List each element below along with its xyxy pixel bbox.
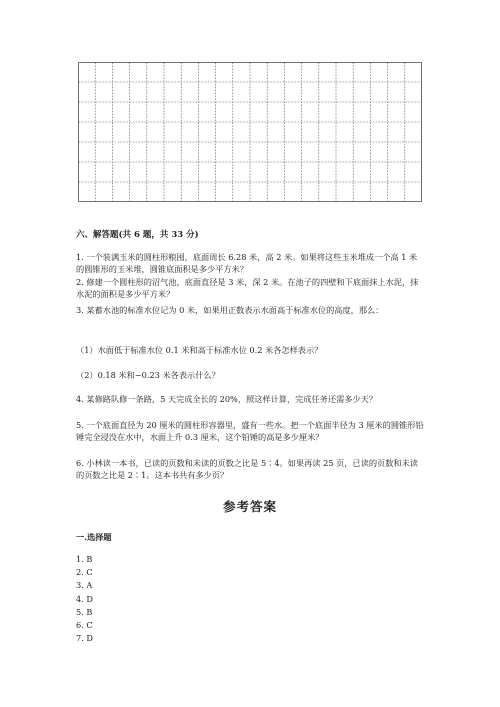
choice-answer-1: 1. B — [76, 554, 93, 564]
problem-6: 6. 小林读一本书，已读的页数和未读的页数之比是 5∶4。如果再读 25 页，已读的页数和未读的页数之比是 2∶1。这本书共有多少页？ — [76, 458, 418, 481]
choice-answer-6: 6. C — [76, 620, 93, 631]
choice-answer-7: 7. D — [76, 633, 93, 644]
choice-answer-3: 3. A — [76, 580, 93, 591]
problem-5: 5. 一个底面直径为 20 厘米的圆柱形容器里，盛有一些水。把一个底面半径为 3 厘米的圆锥形铅锤完全浸没在水中，水面上升 0.3 厘米，这个铅锤的高是多少厘米？ — [76, 420, 424, 443]
problem-3-sub-2: （2）0.18 米和−0.23 米各表示什么？ — [76, 370, 220, 380]
writing-grid — [78, 62, 422, 202]
choice-answer-5: 5. B — [76, 606, 93, 617]
choice-section-title: 一.选择题 — [76, 532, 112, 542]
problem-1: 1. 一个装满玉米的圆柱形粮囤，底面周长 6.28 米，高 2 米。如果将这些玉米堆成一个高 1 米的圆锥形的玉米堆，圆锥底面积是多少平方米？ — [76, 252, 418, 275]
problem-4: 4. 某修路队修一条路，5 天完成全长的 20%，照这样计算，完成任务还需多少天？ — [76, 394, 378, 404]
section-6-title: 六、解答题(共 6 题，共 33 分) — [76, 230, 199, 240]
choice-answer-list — [76, 553, 93, 645]
answers-title: 参考答案 — [222, 499, 277, 514]
choice-answer-2: 2. C — [76, 567, 93, 578]
problem-3-sub-1: （1）水面低于标准水位 0.1 米和高于标准水位 0.2 米各怎样表示？ — [76, 345, 323, 355]
problem-2: 2. 修建一个圆柱形的沼气池，底面直径是 3 米，深 2 米。在池子的四壁和下底面抹上水泥，抹水泥的面积是多少平方米？ — [76, 277, 419, 300]
problem-3: 3. 某蓄水池的标准水位记为 0 米，如果用正数表示水面高于标准水位的高度，那么： — [76, 305, 384, 315]
grid-lines — [78, 62, 422, 202]
choice-answer-4: 4. D — [76, 593, 93, 604]
